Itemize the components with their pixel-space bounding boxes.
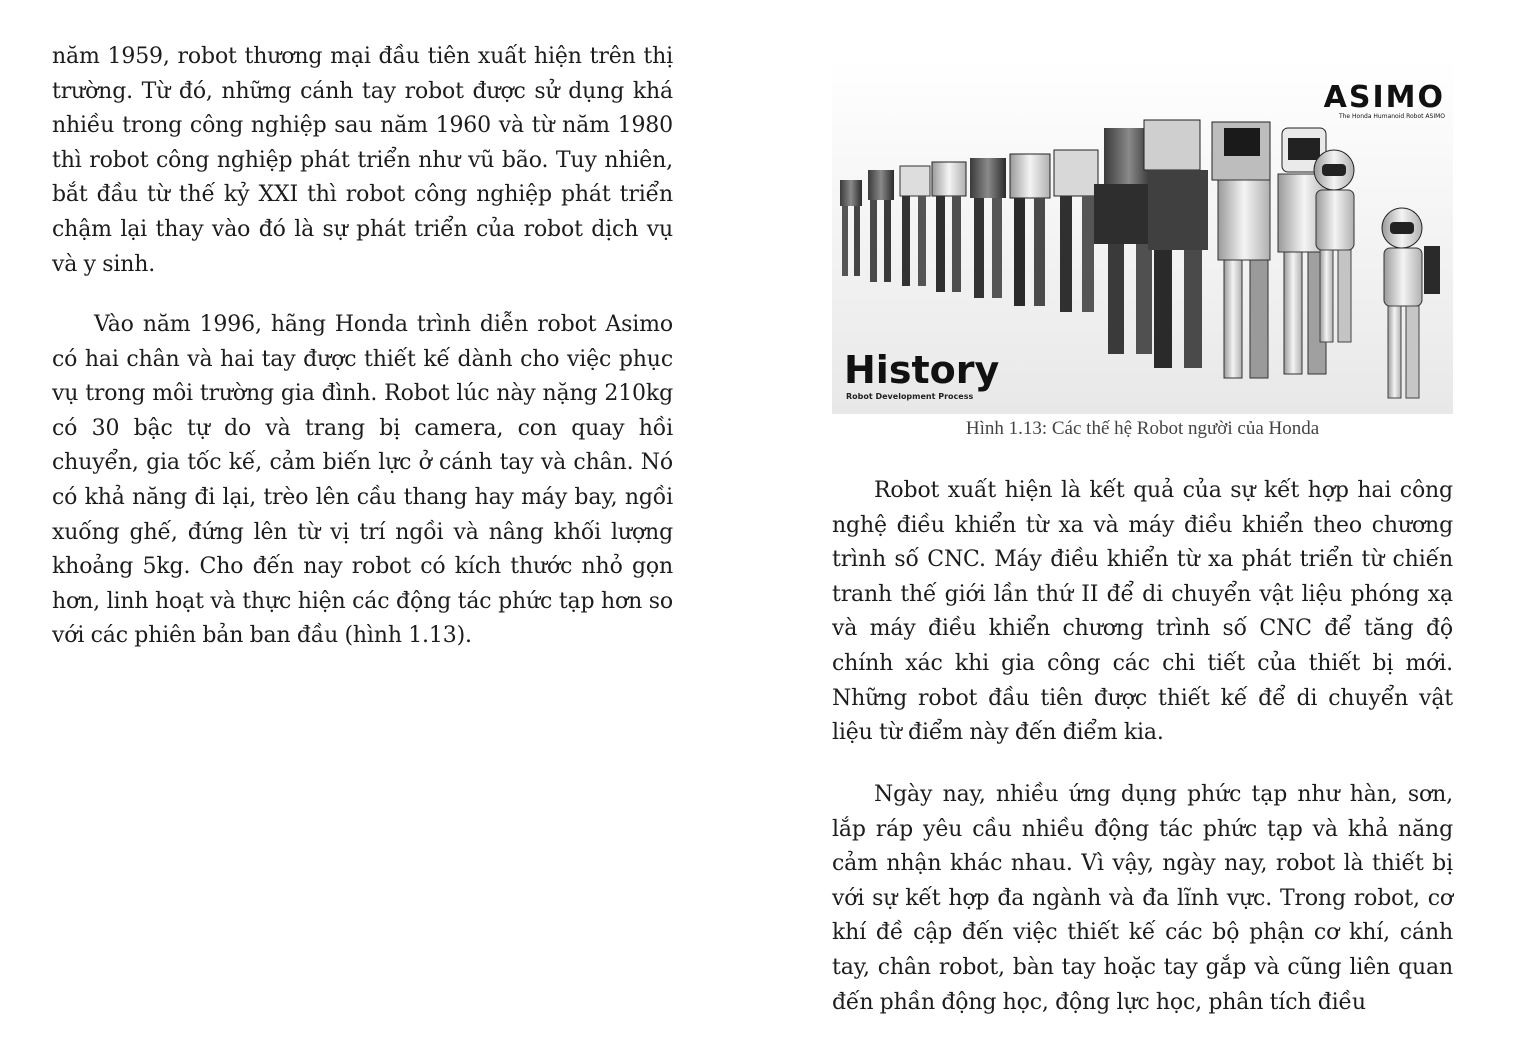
paragraph-modern-robots: Ngày nay, nhiều ứng dụng phức tạp như hàn, sơn, lắp ráp yêu cầu nhiều động tác phức tạp và khả năng cảm nhận khác nhau. Vì vậy, ngày nay, robot là thiết bị với sự kết hợp đa ngành và đa lĩnh vực. Trong robot, cơ khí đề cập đến việc thiết kế các bộ phận cơ khí, cánh tay, chân robot, bàn tay hoặc tay gắp và cũng liên quan đến phần động học, động lực học, phân tích điều	[832, 782, 1453, 1015]
asimo-logo: ASIMO The Honda Humanoid Robot ASIMO	[1323, 80, 1445, 120]
left-page	[52, 0, 673, 1057]
paragraph-robot-history: năm 1959, robot thương mại đầu tiên xuất hiện trên thị trường. Từ đó, những cánh tay robot được sử dụng khá nhiều trong công nghiệp sau năm 1960 và từ năm 1980 thì robot công nghiệp phát triển như vũ bão. Tuy nhiên, bắt đầu từ thế kỷ XXI thì robot công nghiệp phát triển chậm lại thay vào đó là sự phát triển của robot dịch vụ và y sinh.	[52, 44, 673, 277]
figure-caption: Hình 1.13: Các thế hệ Robot người của Honda	[965, 418, 1320, 439]
history-subtitle: Robot Development Process	[846, 392, 974, 401]
history-title: History	[844, 348, 1000, 392]
right-page	[832, 0, 1453, 1057]
paragraph-honda-asimo: Vào năm 1996, hãng Honda trình diễn robot Asimo có hai chân và hai tay được thiết kế dành cho việc phục vụ trong môi trường gia đình. Robot lúc này nặng 210kg có 30 bậc tự do và trang bị camera, con quay hồi chuyển, gia tốc kế, cảm biến lực ở cánh tay và chân. Nó có khả năng đi lại, trèo lên cầu thang hay máy bay, ngồi xuống ghế, đứng lên từ vị trí ngồi và nâng khối lượng khoảng 5kg. Cho đến nay robot có kích thước nhỏ gọn hơn, linh hoạt và thực hiện các động tác phức tạp hơn so với các phiên bản ban đầu (hình 1.13).	[52, 312, 673, 649]
honda-robot-history-figure	[832, 58, 1453, 414]
paragraph-robot-origins: Robot xuất hiện là kết quả của sự kết hợp hai công nghệ điều khiển từ xa và máy điều khiển theo chương trình số CNC. Máy điều khiển từ xa phát triển từ chiến tranh thế giới lần thứ II để di chuyển vật liệu phóng xạ và máy điều khiển chương trình số CNC để tăng độ chính xác khi gia công các chi tiết của thiết bị mới. Những robot đầu tiên được thiết kế để di chuyển vật liệu từ điểm này đến điểm kia.	[832, 478, 1453, 746]
